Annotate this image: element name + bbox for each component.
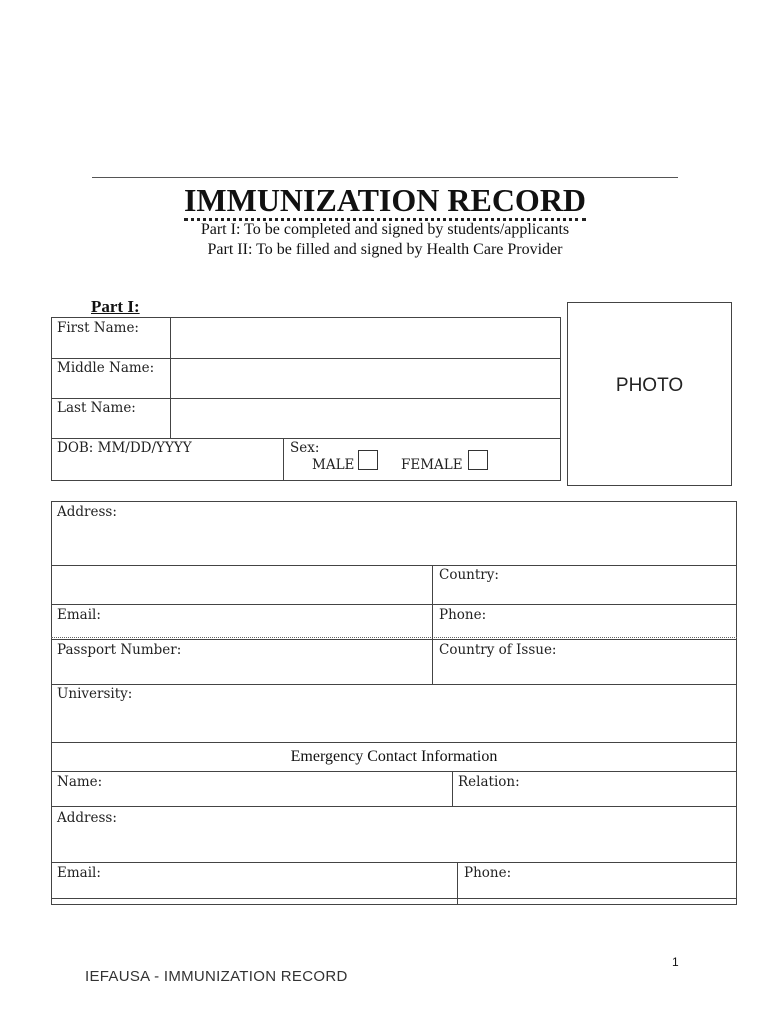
male-label: MALE [312,457,355,473]
university-label: University: [57,686,133,702]
middle-name-label: Middle Name: [57,360,155,376]
column-divider [170,317,171,438]
dob-label: DOB: MM/DD/YYYY [57,440,192,456]
page-title [0,182,770,219]
first-name-label: First Name: [57,320,139,336]
last-name-label: Last Name: [57,400,136,416]
middle-name-field[interactable] [172,360,559,397]
emergency-name-label: Name: [57,774,103,790]
column-divider [432,565,433,684]
row-divider-dotted [51,637,737,638]
row-divider [51,742,737,743]
emergency-address-label: Address: [57,810,117,826]
emergency-heading: Emergency Contact Information [290,748,498,765]
row-divider [51,604,737,605]
row-divider [51,898,737,899]
female-label: FEMALE [401,457,463,473]
address-field[interactable] [53,503,735,564]
row-divider [51,806,737,807]
address-line2-field[interactable] [53,567,431,603]
subtitle-part1: Part I: To be completed and signed by students/applicants [200,221,570,238]
title-text: IMMUNIZATION RECORD [184,182,586,221]
part1-heading: Part I: [91,297,140,316]
phone-label: Phone: [439,607,487,623]
header-rule [92,177,678,178]
subtitle-part2: Part II: To be filled and signed by Health Care Provider [207,241,563,258]
male-checkbox[interactable] [358,450,378,470]
female-checkbox[interactable] [468,450,488,470]
column-divider [457,862,458,905]
address-label: Address: [57,504,117,520]
column-divider [283,438,284,481]
page-number: 1 [672,955,679,969]
emergency-relation-label: Relation: [458,774,520,790]
column-divider [452,771,453,806]
row-divider [51,398,561,399]
sex-label: Sex: [290,440,320,456]
row-divider [51,684,737,685]
emergency-phone-label: Phone: [464,865,512,881]
country-of-issue-label: Country of Issue: [439,642,557,658]
row-divider [51,358,561,359]
email-label: Email: [57,607,101,623]
first-name-field[interactable] [172,319,559,357]
country-label: Country: [439,567,499,583]
row-divider [51,639,737,640]
row-divider [51,771,737,772]
row-divider [51,565,737,566]
footer-text: IEFAUSA - IMMUNIZATION RECORD [85,968,348,985]
emergency-email-label: Email: [57,865,101,881]
last-name-field[interactable] [172,400,559,437]
photo-label: PHOTO [615,375,684,396]
row-divider [51,438,561,439]
passport-label: Passport Number: [57,642,182,658]
row-divider [51,862,737,863]
